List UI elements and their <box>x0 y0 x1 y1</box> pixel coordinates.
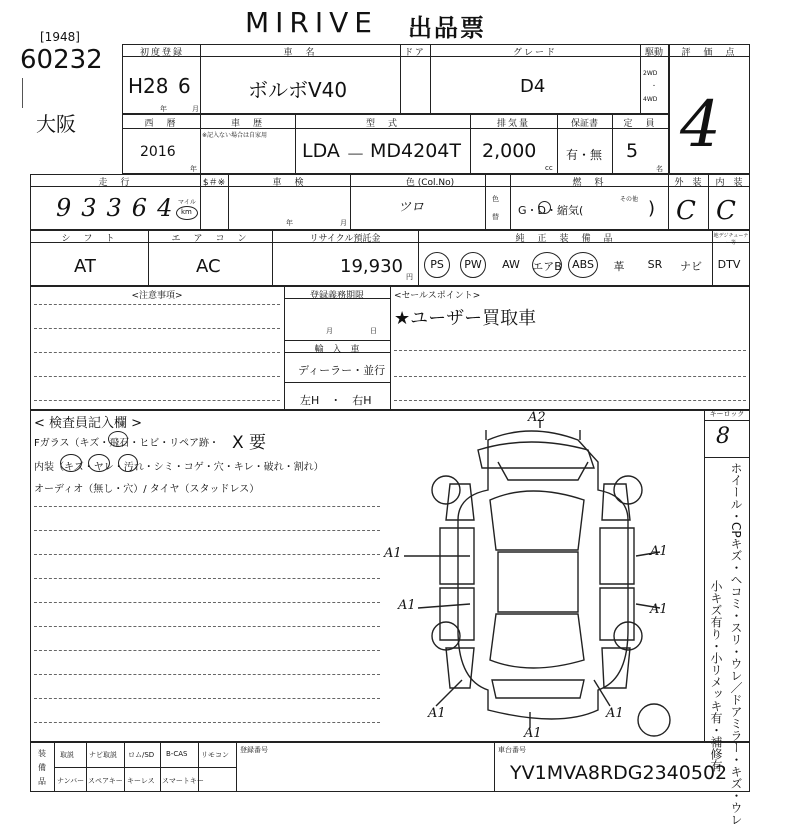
equip-airbag: エアB <box>532 260 562 273</box>
fuel-other-label: その他 <box>620 196 639 203</box>
wheel-front-left <box>432 476 460 504</box>
side-note-2: 小キズ有り・小リメッキ有・補修有 <box>709 580 723 772</box>
damage-mark-right-rear: A1 <box>650 602 668 617</box>
capacity-header: 定 員 <box>623 119 657 129</box>
footer-item-bcas: B-CAS <box>166 750 188 758</box>
equip-navi: ナビ <box>680 260 702 273</box>
recycle-yen: 円 <box>406 273 413 281</box>
drive-header: 駆動 <box>644 48 663 58</box>
drive-opt-2wd: 2WD <box>643 70 658 77</box>
damage-mark-left-front: A1 <box>384 546 402 561</box>
first-reg-month-unit: 月 <box>192 105 199 113</box>
equip-header: 純 正 装 備 品 <box>515 234 615 244</box>
fuel-close-paren: ) <box>648 198 656 219</box>
reg-day-unit: 日 <box>370 327 377 335</box>
footer-equip-1: 装 <box>38 749 46 758</box>
fglass-line: Fガラス（キズ・飛石・ヒビ・リペア跡・ <box>34 438 220 449</box>
damage-mark-right-front: A1 <box>650 544 668 559</box>
score-value: 4 <box>680 88 721 162</box>
footer-item-smart-key: スマートキー <box>162 777 204 785</box>
first-reg-era: H28 <box>128 74 169 98</box>
color-change-2: 替 <box>492 213 499 221</box>
spare-wheel <box>638 704 670 736</box>
mileage-header: 走 行 <box>98 178 132 188</box>
fglass-mark: X 要 <box>232 433 267 453</box>
meter-header: $＃※ <box>202 178 226 188</box>
warranty-value: 有・無 <box>566 148 603 162</box>
model-header: 型 式 <box>365 119 399 129</box>
grade-value: D4 <box>520 76 546 97</box>
shaken-year-unit: 年 <box>286 219 293 227</box>
audio-line: オーディオ（無し・穴）/ タイヤ（スタッドレス） <box>34 484 260 495</box>
damage-mark-left-rear: A1 <box>398 598 416 613</box>
footer-item-plate: ナンバー <box>57 777 85 785</box>
first-reg-header: 初度登録 <box>139 48 184 58</box>
year-unit: 年 <box>190 165 197 173</box>
model-code: MD4204T <box>370 140 461 162</box>
shaken-month-unit: 月 <box>340 219 347 227</box>
side-note-1: ホイール・CPキズ・ヘコミ・スリ・ウレ／ドアミラー・キズ・ウレ <box>729 462 743 826</box>
title-suffix: 出品票 <box>408 14 486 42</box>
score-header: 評 価 点 <box>681 48 737 58</box>
handle-value: 左H ・ 右H <box>300 394 372 407</box>
interior-value: C <box>716 196 736 226</box>
equip-aw: AW <box>502 258 520 271</box>
model-prefix: LDA <box>302 140 340 162</box>
damage-mark-right-quarter: A1 <box>606 706 624 721</box>
footer-item-keyless: キーレス <box>127 777 155 785</box>
region-label: 大阪 <box>36 112 76 136</box>
footer-equip-3: 品 <box>38 777 46 786</box>
color-value: ツロ <box>398 200 425 215</box>
capacity-value: 5 <box>626 140 639 162</box>
cc-unit: cc <box>545 164 553 172</box>
reg-expiry-header: 登録義務期限 <box>309 291 364 301</box>
exterior-value: C <box>676 196 696 226</box>
first-reg-year-unit: 年 <box>160 105 167 113</box>
mileage-value: 93364 <box>56 194 183 222</box>
color-header: 色 (Col.No) <box>405 178 455 188</box>
displacement-value: 2,000 <box>482 140 537 162</box>
title-brand: MIRIVE <box>245 6 378 39</box>
footer-item-manual: 取説 <box>60 751 74 759</box>
notes-header: <注意事項> <box>131 291 183 301</box>
recycle-header: リサイクル預託金 <box>309 234 381 244</box>
equip-dtv: DTV <box>717 258 741 271</box>
equip-sr: SR <box>647 258 663 271</box>
equip-pw: PW <box>464 258 482 271</box>
footer-equip-2: 備 <box>38 763 46 772</box>
tuner-header: 地デジチューナー等 <box>713 233 749 246</box>
aircon-header: エ ア コ ン <box>171 234 249 244</box>
color-change-1: 色 <box>492 195 499 203</box>
equip-ps: PS <box>430 258 444 271</box>
first-reg-month: 6 <box>178 74 191 98</box>
footer-item-navi-manual: ナビ取説 <box>89 751 117 759</box>
chassis-label: 車台番号 <box>498 746 526 754</box>
equip-leather: 革 <box>613 260 625 273</box>
car-name-value: ボルボV40 <box>248 78 348 102</box>
key-lock-header: キーロック <box>709 410 745 418</box>
history-header: 車 歴 <box>230 119 264 129</box>
fuel-value: G・D・縮気( <box>518 204 584 217</box>
interior-line: 内装（キズ・ヤレ・汚れ・シミ・コゲ・穴・キレ・破れ・割れ） <box>34 462 324 473</box>
interior-header: 内 装 <box>715 178 743 188</box>
sales-point-value: ★ユーザー買取車 <box>394 308 537 329</box>
import-header: 輸 入 車 <box>314 345 360 355</box>
damage-leader-lines <box>404 420 660 728</box>
shaken-header: 車 検 <box>272 178 306 188</box>
equip-abs: ABS <box>572 258 594 271</box>
aircon-value: AC <box>196 256 221 277</box>
damage-mark-left-quarter: A1 <box>428 706 446 721</box>
lot-tag: [1948] <box>40 30 80 44</box>
warranty-header: 保証書 <box>570 119 598 129</box>
recycle-value: 19,930 <box>340 256 403 277</box>
reg-number-label: 登録番号 <box>240 746 268 754</box>
model-dash: － <box>346 144 366 166</box>
drive-opt-4wd: 4WD <box>643 96 658 103</box>
damage-mark-front: A2 <box>528 410 546 425</box>
displacement-header: 排気量 <box>496 119 530 129</box>
dealer-value: ディーラー・並行 <box>298 364 386 377</box>
reg-month-unit: 月 <box>326 327 333 335</box>
shift-header: シ フ ト <box>61 234 117 244</box>
year-header: 西 暦 <box>144 119 178 129</box>
damage-mark-rear: A1 <box>524 726 542 741</box>
chassis-number: YV1MVA8RDG2340502 <box>510 762 728 784</box>
doors-header: ドア <box>404 48 426 58</box>
grade-header: グレード <box>512 48 557 58</box>
footer-item-rom-sd: ロム/SD <box>128 751 155 759</box>
capacity-unit: 名 <box>656 165 663 173</box>
wheel-rear-left <box>432 622 460 650</box>
history-note: ※記入ない場合は自家用 <box>202 132 268 139</box>
footer-item-spare-key: スペアキー <box>88 777 123 785</box>
sales-point-header: <セールスポイント> <box>394 291 481 301</box>
shift-value: AT <box>74 256 96 277</box>
car-outline <box>440 430 634 719</box>
fuel-header: 燃 料 <box>572 178 606 188</box>
lot-number: 60232 <box>20 45 103 75</box>
mileage-unit-mile: マイル <box>178 199 196 206</box>
footer-item-remote: リモコン <box>201 751 229 759</box>
car-name-header: 車 名 <box>283 48 317 58</box>
key-lock-value: 8 <box>716 424 730 449</box>
exterior-header: 外 装 <box>674 178 702 188</box>
mileage-unit-km: km <box>181 208 192 216</box>
year-value: 2016 <box>140 144 176 160</box>
inspection-title: < 検査員記入欄 > <box>34 416 143 431</box>
drive-opt-dot: ・ <box>651 83 658 90</box>
